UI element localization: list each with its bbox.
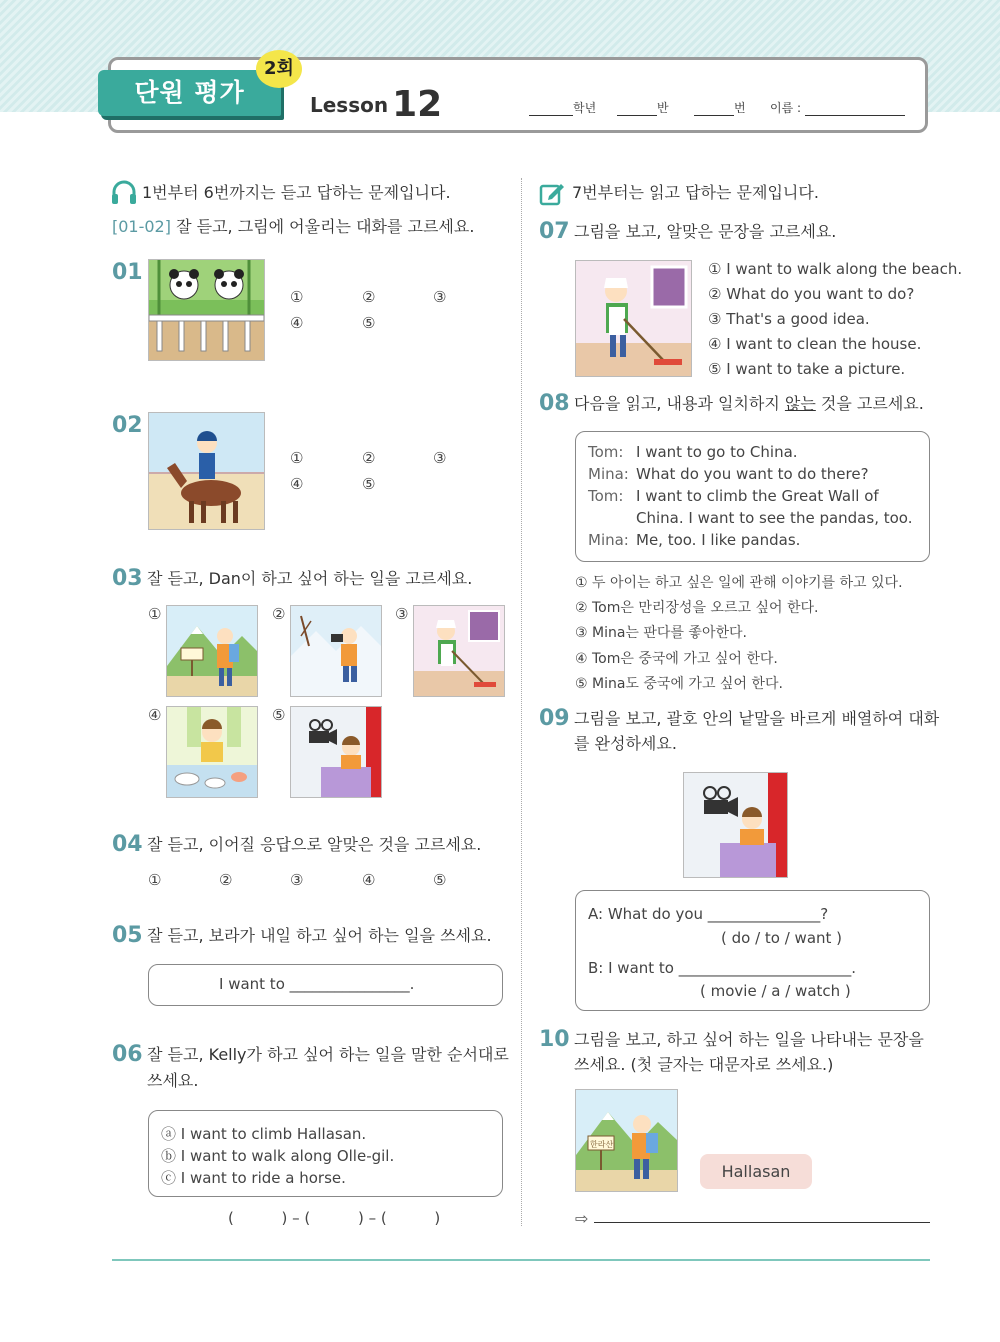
q07-option-5[interactable]: ⑤ I want to take a picture. xyxy=(708,360,906,378)
q08-dialog-box xyxy=(575,431,930,562)
q07-cleaning-image xyxy=(575,260,692,377)
movie-theater-image xyxy=(290,706,382,798)
q10-question-line2: 쓰세요. (첫 글자는 대문자로 쓰세요.) xyxy=(574,1055,834,1074)
q10-answer-line[interactable] xyxy=(594,1222,930,1223)
class-field[interactable]: 반 xyxy=(617,99,669,116)
q04-question: 잘 듣고, 이어질 응답으로 알맞은 것을 고르세요. xyxy=(147,835,482,854)
q10-hiking-image xyxy=(575,1089,678,1192)
q01-choice-4[interactable]: ④ xyxy=(290,314,304,332)
page-title: 단원 평가 xyxy=(98,70,281,116)
sign-text: 한라산 xyxy=(590,1140,614,1149)
dialog-line: Mina: Me, too. I like pandas. xyxy=(588,531,801,549)
q02-choice-5[interactable]: ⑤ xyxy=(362,475,376,493)
q09-hint-a: ( do / to / want ) xyxy=(721,929,843,947)
q04-choice-4[interactable]: ④ xyxy=(362,871,376,889)
dialog-line: Tom: I want to go to China. xyxy=(588,443,798,461)
q04-choice-5[interactable]: ⑤ xyxy=(433,871,447,889)
name-field[interactable]: 이름 : xyxy=(770,99,905,116)
q10-number: 10 xyxy=(539,1027,570,1052)
q03-choice-1[interactable]: ① xyxy=(148,605,162,623)
q05-question: 잘 듣고, 보라가 내일 하고 싶어 하는 일을 쓰세요. xyxy=(147,926,492,945)
reading-intro: 7번부터는 읽고 답하는 문제입니다. xyxy=(572,183,819,202)
q05-number: 05 xyxy=(112,923,143,948)
q06-item-c: ⓒ I want to ride a horse. xyxy=(161,1169,346,1187)
q09-number: 09 xyxy=(539,706,570,731)
q05-answer-text: I want to ________________. xyxy=(219,975,415,993)
q02-choice-3[interactable]: ③ xyxy=(433,449,447,467)
q08-number: 08 xyxy=(539,391,570,416)
q09-question-line2: 를 완성하세요. xyxy=(574,734,677,753)
q07-option-1[interactable]: ① I want to walk along the beach. xyxy=(708,260,963,278)
q08-option-3[interactable]: ③ Mina는 판다를 좋아한다. xyxy=(575,625,747,641)
q03-question: 잘 듣고, Dan이 하고 싶어 하는 일을 고르세요. xyxy=(147,569,473,588)
q06-item-b: ⓑ I want to walk along Olle-gil. xyxy=(161,1147,395,1165)
lesson-title xyxy=(310,80,443,125)
number-field[interactable]: 번 xyxy=(694,99,746,116)
q03-choice-5[interactable]: ⑤ xyxy=(272,706,286,724)
q03-choice-2[interactable]: ② xyxy=(272,605,286,623)
grade-field[interactable]: 학년 xyxy=(529,99,596,116)
q01-number: 01 xyxy=(112,260,143,285)
q09-question-line1: 그림을 보고, 괄호 안의 낱말을 바르게 배열하여 대화 xyxy=(574,709,940,728)
q07-number: 07 xyxy=(539,219,570,244)
q01-choice-2[interactable]: ② xyxy=(362,288,376,306)
q08-question: 다음을 읽고, 내용과 일치하지 않는 것을 고르세요. xyxy=(574,394,924,413)
q07-option-3[interactable]: ③ That's a good idea. xyxy=(708,310,870,328)
q05-answer-box[interactable] xyxy=(148,964,503,1006)
q06-question-line1: 잘 듣고, Kelly가 하고 싶어 하는 일을 말한 순서대로 xyxy=(147,1045,509,1064)
column-divider xyxy=(521,178,522,1226)
q08-option-5[interactable]: ⑤ Mina도 중국에 가고 싶어 한다. xyxy=(575,676,783,692)
q07-option-4[interactable]: ④ I want to clean the house. xyxy=(708,335,922,353)
round-badge: 2회 xyxy=(256,50,302,88)
q09-movie-image xyxy=(683,772,788,878)
q06-order-answer[interactable]: ( ) – ( ) – ( ) xyxy=(228,1209,441,1227)
dialog-line: Mina: What do you want to do there? xyxy=(588,465,869,483)
q04-number: 04 xyxy=(112,832,143,857)
q03-choice-4[interactable]: ④ xyxy=(148,706,162,724)
q04-choice-3[interactable]: ③ xyxy=(290,871,304,889)
q10-hint-badge: Hallasan xyxy=(700,1154,812,1189)
q02-choice-4[interactable]: ④ xyxy=(290,475,304,493)
q06-number: 06 xyxy=(112,1042,143,1067)
q07-option-2[interactable]: ② What do you want to do? xyxy=(708,285,915,303)
q01-choice-5[interactable]: ⑤ xyxy=(362,314,376,332)
q02-choice-2[interactable]: ② xyxy=(362,449,376,467)
footer-rule xyxy=(112,1259,930,1261)
cleaning-image xyxy=(413,605,505,697)
q01-choice-3[interactable]: ③ xyxy=(433,288,447,306)
dialog-line: Tom: I want to climb the Great Wall of xyxy=(588,487,879,505)
q07-question: 그림을 보고, 알맞은 문장을 고르세요. xyxy=(574,222,837,241)
q02-number: 02 xyxy=(112,413,143,438)
q09-dialog-box[interactable] xyxy=(575,890,930,1011)
q08-option-1[interactable]: ① 두 아이는 하고 싶은 일에 관해 이야기를 하고 있다. xyxy=(575,575,903,591)
q03-choice-3[interactable]: ③ xyxy=(395,605,409,623)
q09-line-a[interactable]: A: What do you _______________? xyxy=(588,905,829,923)
horse-riding-image xyxy=(148,412,265,530)
lesson-label: Lesson xyxy=(310,93,389,117)
hiking-image xyxy=(166,605,258,697)
q06-item-a: ⓐ I want to climb Hallasan. xyxy=(161,1125,367,1143)
q04-choice-1[interactable]: ① xyxy=(148,871,162,889)
lesson-number: 12 xyxy=(392,84,443,125)
q06-question-line2: 쓰세요. xyxy=(147,1071,199,1090)
q08-option-4[interactable]: ④ Tom은 중국에 가고 싶어 한다. xyxy=(575,651,778,667)
q03-number: 03 xyxy=(112,566,143,591)
photo-snow-image xyxy=(290,605,382,697)
dialog-line: China. I want to see the pandas, too. xyxy=(636,509,913,527)
arrow-icon: ⇨ xyxy=(575,1209,589,1228)
listening-intro: 1번부터 6번까지는 듣고 답하는 문제입니다. xyxy=(142,183,451,202)
pencil-edit-icon xyxy=(539,180,565,206)
q06-items-box xyxy=(148,1110,503,1197)
eating-image xyxy=(166,706,258,798)
q01-02-instruction: [01-02] 잘 듣고, 그림에 어울리는 대화를 고르세요. xyxy=(112,217,475,236)
q01-choice-1[interactable]: ① xyxy=(290,288,304,306)
pandas-zoo-image xyxy=(148,259,265,361)
q04-choice-2[interactable]: ② xyxy=(219,871,233,889)
q08-option-2[interactable]: ② Tom은 만리장성을 오르고 싶어 한다. xyxy=(575,600,819,616)
q02-choice-1[interactable]: ① xyxy=(290,449,304,467)
q09-line-b[interactable]: B: I want to _______________________. xyxy=(588,959,857,977)
q10-question-line1: 그림을 보고, 하고 싶어 하는 일을 나타내는 문장을 xyxy=(574,1030,924,1049)
headphones-icon xyxy=(110,178,138,206)
q09-hint-b: ( movie / a / watch ) xyxy=(700,982,851,1000)
